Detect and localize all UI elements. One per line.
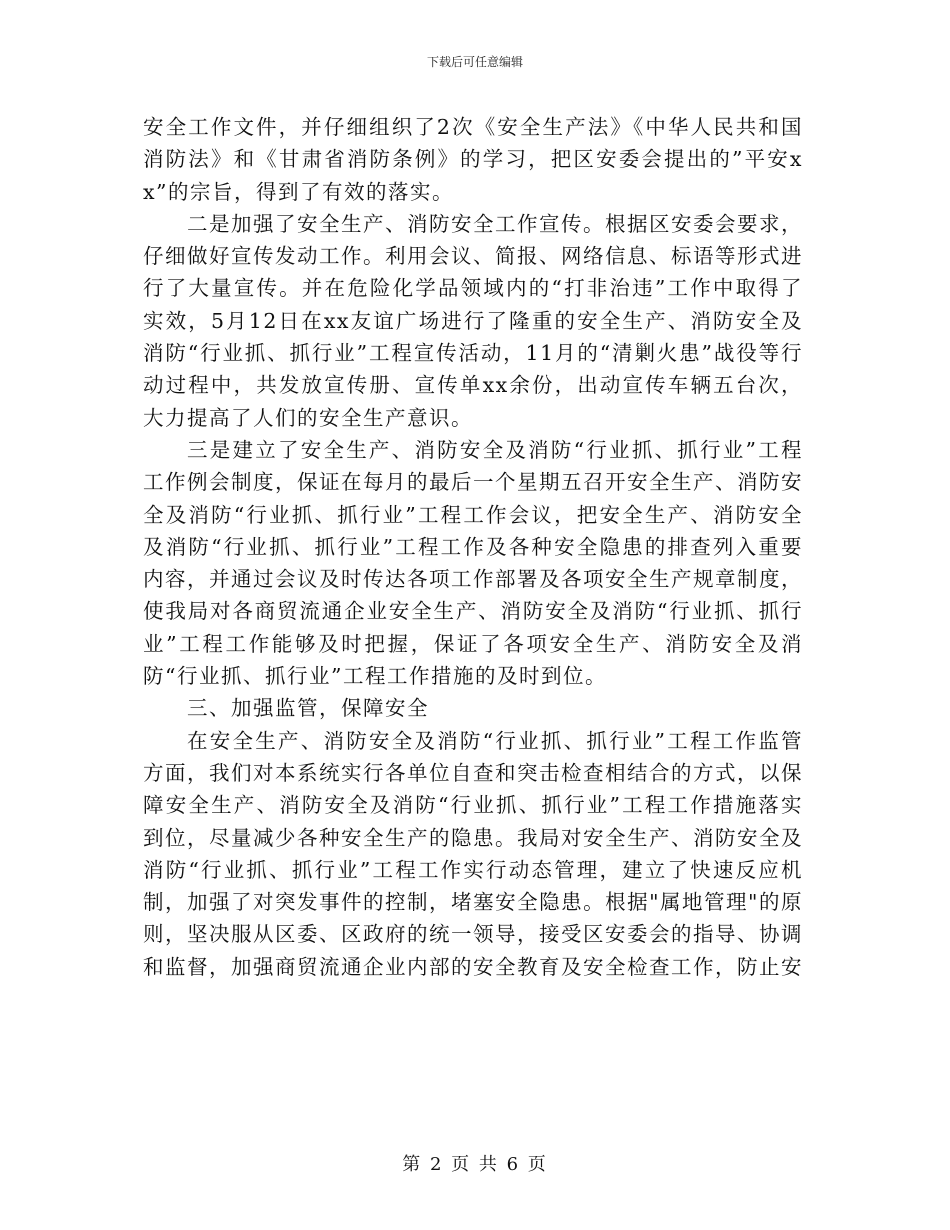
page-footer: 第 2 页 共 6 页	[402, 1154, 548, 1175]
section-heading: 三、加强监管，保障安全	[187, 696, 429, 721]
paragraph-3: 三是建立了安全生产、消防安全及消防“行业抓、抓行业”工程工作例会制度，保证在每月的最后一个星期五召开安全生产、消防安全及消防“行业抓、抓行业”工程工作会议，把安全生产、消防安全及消防“行业抓、抓行业”工程工作及各种安全隐患的排查列入重要内容，并通过会议及时传达各项工作部署及各项安全生产规章制度，使我局对各商贸流通企业安全生产、消防安全及消防“行业抓、抓行业”工程工作能够及时把握，保证了各项安全生产、消防安全及消防“行业抓、抓行业”工程工作措施的及时到位。	[143, 437, 803, 689]
document-body	[143, 111, 803, 983]
paragraph-2: 二是加强了安全生产、消防安全工作宣传。根据区安委会要求，仔细做好宣传发动工作。利用会议、简报、网络信息、标语等形式进行了大量宣传。并在危险化学品领域内的“打非治违”工作中取得了实效，5月12日在xx友谊广场进行了隆重的安全生产、消防安全及消防“行业抓、抓行业”工程宣传活动，11月的“清剿火患”战役等行动过程中，共发放宣传册、宣传单xx余份，出动宣传车辆五台次，大力提高了人们的安全生产意识。	[143, 211, 803, 430]
paragraph-4: 在安全生产、消防安全及消防“行业抓、抓行业”工程工作监管方面，我们对本系统实行各单位自查和突击检查相结合的方式，以保障安全生产、消防安全及消防“行业抓、抓行业”工程工作措施落实到位，尽量减少各种安全生产的隐患。我局对安全生产、消防安全及消防“行业抓、抓行业”工程工作实行动态管理，建立了快速反应机制，加强了对突发事件的控制，堵塞安全隐患。根据"属地管理"的原则，坚决服从区委、区政府的统一领导，接受区安委会的指导、协调和监督，加强商贸流通企业内部的安全教育及安全检查工作，防止安	[143, 728, 803, 979]
paragraph-1: 安全工作文件，并仔细组织了2次《安全生产法》《中华人民共和国消防法》和《甘肃省消防条例》的学习，把区安委会提出的”平安xx”的宗旨，得到了有效的落实。	[143, 115, 803, 204]
page-header: 下载后可任意编辑	[426, 55, 523, 69]
